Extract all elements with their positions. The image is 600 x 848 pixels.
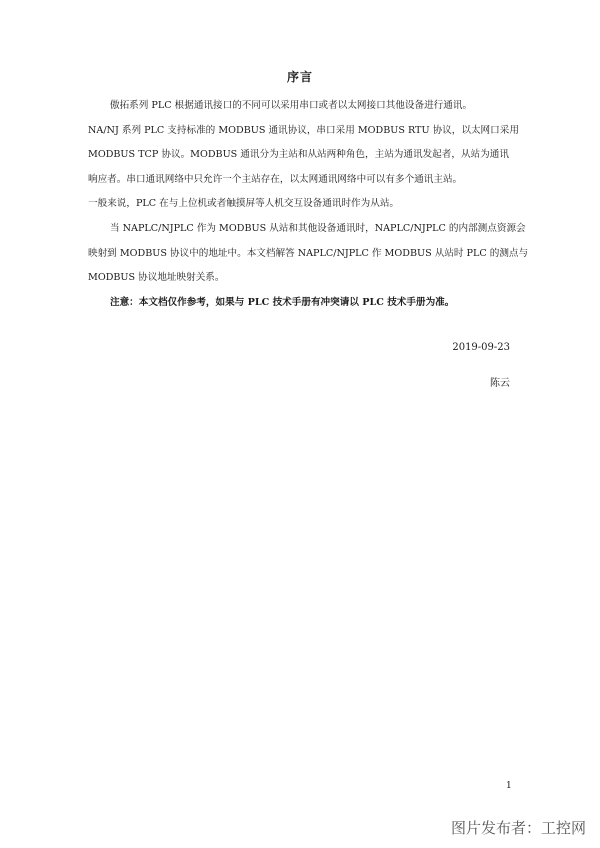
- paragraph-line: 傲拓系列 PLC 根据通讯接口的不同可以采用串口或者以太网接口其他设备进行通讯。: [110, 100, 473, 111]
- paragraph-line: 响应者。串口通讯网络中只允许一个主站存在，以太网通讯网络中可以有多个通讯主站。: [88, 173, 463, 185]
- paragraph-line: MODBUS 协议地址映射关系。: [88, 272, 225, 284]
- paragraph-line: 映射到 MODBUS 协议中的地址中。本文档解答 NAPLC/NJPLC 作 MODBUS 从站时 PLC 的测点与: [88, 247, 529, 259]
- document-author: 陈云: [490, 378, 510, 389]
- document-title: 序言: [286, 70, 313, 84]
- watermark-text: 图片发布者：工控网: [450, 819, 586, 837]
- page-number: 1: [506, 781, 512, 791]
- notice-text: 注意：本文档仅作参考，如果与 PLC 技术手册有冲突请以 PLC 技术手册为准。: [110, 296, 455, 308]
- paragraph-line: 一般来说，PLC 在与上位机或者触摸屏等人机交互设备通讯时作为从站。: [88, 198, 400, 210]
- paragraph-line: 当 NAPLC/NJPLC 作为 MODBUS 从站和其他设备通讯时，NAPLC/NJPLC 的内部测点资源会: [110, 222, 526, 234]
- paragraph-line: NA/NJ 系列 PLC 支持标准的 MODBUS 通讯协议，串口采用 MODBUS RTU 协议，以太网口采用: [88, 124, 519, 136]
- document-body: [88, 94, 529, 315]
- paragraph-line: MODBUS TCP 协议。MODBUS 通讯分为主站和从站两种角色，主站为通讯发起者，从站为通讯: [88, 149, 509, 161]
- document-date: 2019-09-23: [452, 342, 510, 353]
